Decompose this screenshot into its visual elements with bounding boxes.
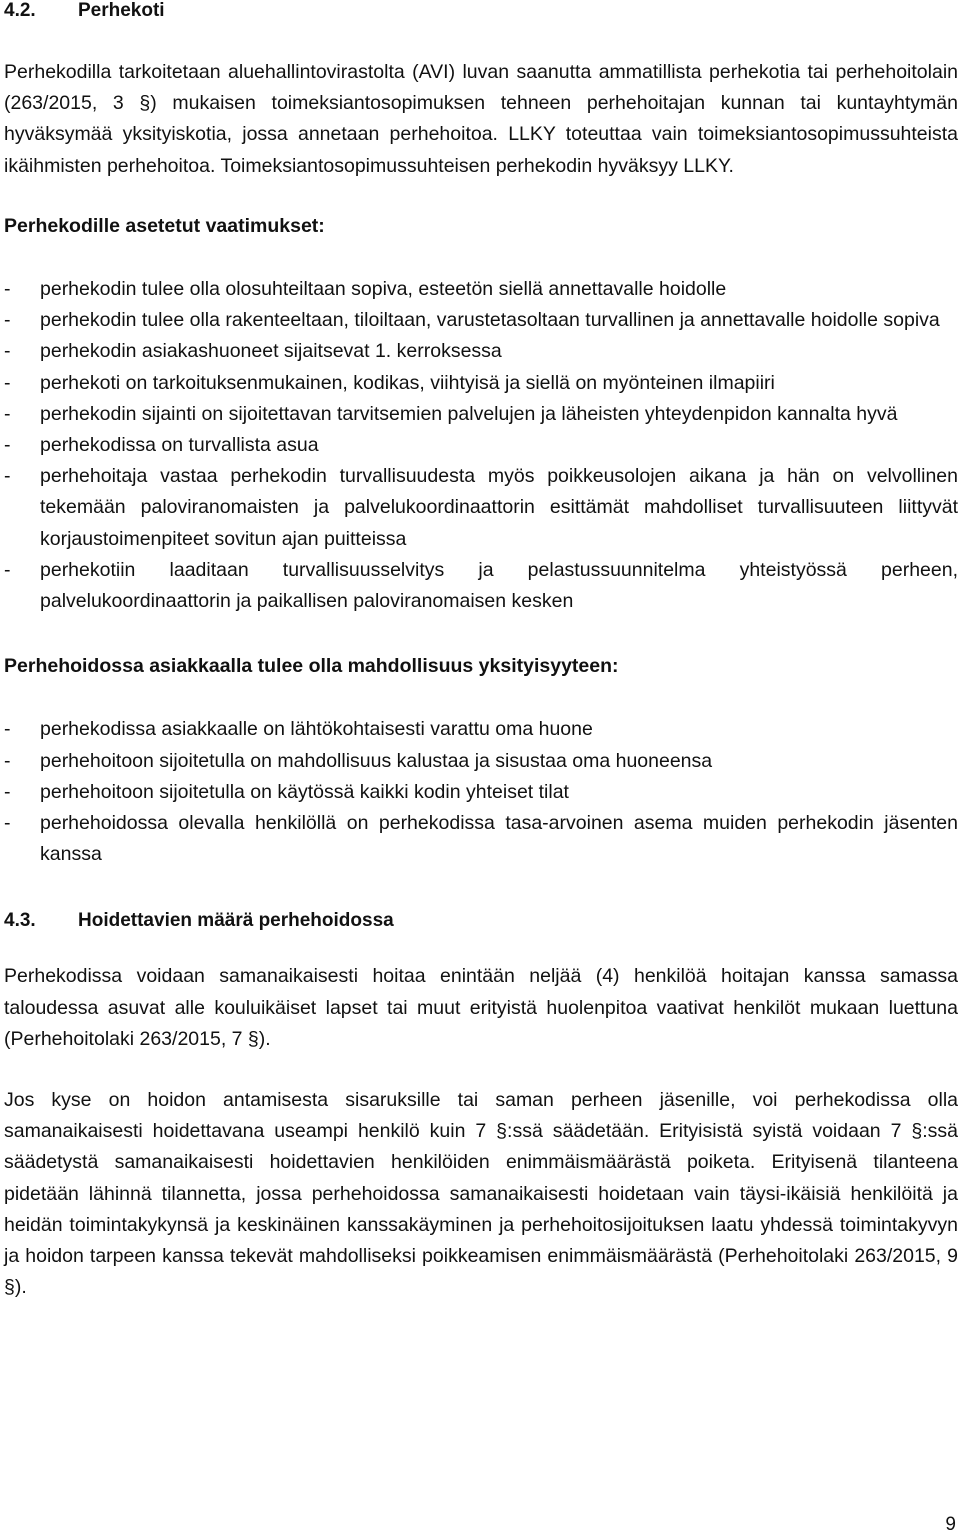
list-item: - perhekodin sijainti on sijoitettavan tarvitsemien palvelujen ja läheisten yhteydenpidon kannalta hyvä xyxy=(4,399,958,430)
section-heading-4-3 xyxy=(4,910,958,932)
section-number: 4.2. xyxy=(4,0,36,21)
list-marker: - xyxy=(4,718,11,741)
list-marker: - xyxy=(4,749,11,772)
list-marker: - xyxy=(4,558,11,581)
list-marker: - xyxy=(4,434,11,457)
list-marker: - xyxy=(4,780,11,803)
requirements-heading: Perhekodille asetetut vaatimukset: xyxy=(4,214,325,237)
list-item: - perhekodissa on turvallista asua xyxy=(4,430,958,461)
list-item: - perhehoitaja vastaa perhekodin turvallisuudesta myös poikkeusolojen aikana ja hän on velvollinen tekemään paloviranomaisten ja palvelukoordinaattorin esittämät mahdolliset turvallisuuteen liittyvät korjaustoimenpiteet sovitun ajan puitteissa xyxy=(4,461,958,555)
document-page xyxy=(4,0,958,1304)
list-item: - perhekodissa asiakkaalle on lähtökohtaisesti varattu oma huone xyxy=(4,714,958,745)
intro-paragraph: Perhekodilla tarkoitetaan aluehallintovirastolta (AVI) luvan saanutta ammatillista perhekotia tai perhehoitolain (263/2015, 3 §) mukaisen toimeksiantosopimuksen tehneen perhehoitajan kunnan tai kuntayhtymän hyväksymää yksityiskotia, jossa annetaan perhehoitoa. LLKY toteuttaa vain toimeksiantosopimussuhteista ikäihmisten perhehoitoa. Toimeksiantosopimussuhteisen perhekodin hyväksyy LLKY. xyxy=(4,61,958,177)
list-item: - perhehoidossa olevalla henkilöllä on perhekodissa tasa-arvoinen asema muiden perhekodin jäsenten kanssa xyxy=(4,808,958,870)
list-marker: - xyxy=(4,402,11,425)
section-number: 4.3. xyxy=(4,910,36,932)
privacy-heading: Perhehoidossa asiakkaalla tulee olla mahdollisuus yksityisyyteen: xyxy=(4,655,619,678)
list-marker: - xyxy=(4,309,11,332)
section-heading-4-2 xyxy=(4,0,958,22)
limit-paragraph: Perhekodissa voidaan samanaikaisesti hoitaa enintään neljää (4) henkilöä hoitajan kanssa samassa taloudessa asuvat alle kouluikäiset lapset tai muut erityistä huolenpitoa vaativat henkilöt mukaan luettuna (Perhehoitolaki 263/2015, 7 §). xyxy=(4,965,958,1050)
privacy-list xyxy=(4,714,958,870)
page-number: 9 xyxy=(945,1514,956,1535)
list-marker: - xyxy=(4,371,11,394)
list-marker: - xyxy=(4,278,11,301)
list-item: - perhekodin asiakashuoneet sijaitsevat 1. kerroksessa xyxy=(4,336,958,367)
section-title: Hoidettavien määrä perhehoidossa xyxy=(78,910,394,932)
list-item: - perhehoitoon sijoitetulla on mahdollisuus kalustaa ja sisustaa oma huoneensa xyxy=(4,746,958,777)
list-item: - perhekodin tulee olla rakenteeltaan, tiloiltaan, varustetasoltaan turvallinen ja annettavalle hoidolle sopiva xyxy=(4,305,958,336)
list-marker: - xyxy=(4,465,11,488)
requirements-list xyxy=(4,274,958,617)
exception-paragraph: Jos kyse on hoidon antamisesta sisaruksille tai saman perheen jäsenille, voi perhekodissa olla samanaikaisesti hoidettavana useampi henkilö kuin 7 §:ssä säädetään. Erityisistä syistä voidaan 7 §:ssä säädetystä samanaikaisesti hoidettavien henkilöiden enimmäismäärästä poiketa. Erityisenä tilanteena pidetään lähinnä tilannetta, jossa perhehoidossa samanaikaisesti hoidetaan vain täysi-ikäisiä henkilöitä ja heidän toimintakykynsä ja keskinäinen kanssakäyminen ja perhehoitosijoituksen laatu yhdessä toimintakyvyn ja hoidon tarpeen kanssa tekevät mahdolliseksi poikkeamisen enimmäismäärästä (Perhehoitolaki 263/2015, 9 §). xyxy=(4,1089,958,1299)
list-item: - perhekoti on tarkoituksenmukainen, kodikas, viihtyisä ja siellä on myönteinen ilmapiiri xyxy=(4,368,958,399)
section-title: Perhekoti xyxy=(78,0,165,21)
list-item: - perhekodin tulee olla olosuhteiltaan sopiva, esteetön siellä annettavalle hoidolle xyxy=(4,274,958,305)
list-marker: - xyxy=(4,812,11,835)
list-item: - perhekotiin laaditaan turvallisuusselvitys ja pelastussuunnitelma yhteistyössä perheen, palvelukoordinaattorin ja paikallisen paloviranomaisen kesken xyxy=(4,555,958,617)
list-item: - perhehoitoon sijoitetulla on käytössä kaikki kodin yhteiset tilat xyxy=(4,777,958,808)
list-marker: - xyxy=(4,340,11,363)
